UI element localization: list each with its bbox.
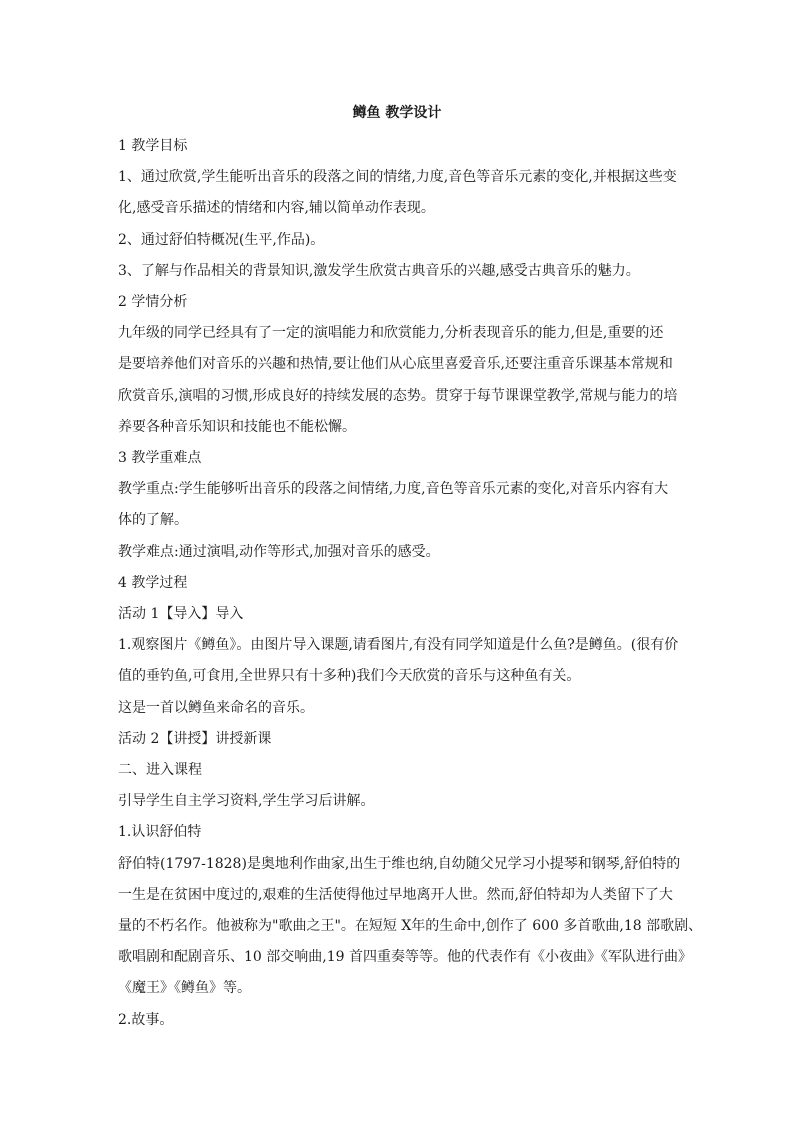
paragraph-line: 2、通过舒伯特概况(生平,作品)。 xyxy=(118,231,325,248)
paragraph-line: 化,感受音乐描述的情绪和内容,辅以简单动作表现。 xyxy=(118,200,435,217)
paragraph-line: 引导学生自主学习资料,学生学习后讲解。 xyxy=(118,793,375,810)
paragraph-line: 舒伯特(1797-1828)是奥地利作曲家,出生于维也纳,自幼随父兄学习小提琴和钢琴,舒伯特的 xyxy=(118,855,681,872)
section-heading: 3 教学重难点 xyxy=(118,450,202,467)
paragraph-line: 教学难点:通过演唱,动作等形式,加强对音乐的感受。 xyxy=(118,543,440,560)
paragraph-line: 是要培养他们对音乐的兴趣和热情,要让他们从心底里喜爱音乐,还要注重音乐课基本常规和 xyxy=(118,356,673,373)
document-body xyxy=(118,131,703,1036)
paragraph-line: 教学重点:学生能够听出音乐的段落之间情绪,力度,音色等音乐元素的变化,对音乐内容有大 xyxy=(118,481,669,498)
section-heading: 1 教学目标 xyxy=(118,138,188,154)
paragraph-line: 歌唱剧和配剧音乐、10 部交响曲,19 首四重奏等等。他的代表作有《小夜曲》《军队进行曲》 xyxy=(118,949,692,966)
paragraph-line: 这是一首以鳟鱼来命名的音乐。 xyxy=(118,699,314,716)
section-heading: 4 教学过程 xyxy=(118,574,188,591)
subsection-heading: 二、进入课程 xyxy=(118,762,202,779)
paragraph-line: 3、了解与作品相关的背景知识,激发学生欣赏古典音乐的兴趣,感受古典音乐的魅力。 xyxy=(118,262,640,279)
paragraph-line: 一生是在贫困中度过的,艰难的生活使得他过早地离开人世。然而,舒伯特却为人类留下了大 xyxy=(118,886,673,903)
document-title: 鳟鱼 教学设计 xyxy=(352,105,442,121)
section-heading: 2 学情分析 xyxy=(118,294,188,311)
paragraph-line: 欣赏音乐,演唱的习惯,形成良好的持续发展的态势。贯穿于每节课课堂教学,常规与能力的培 xyxy=(118,387,678,404)
paragraph-line: 1.观察图片《鳟鱼》。由图片导入课题,请看图片,有没有同学知道是什么鱼?是鳟鱼。(很有价 xyxy=(118,637,679,654)
paragraph-line: 《魔王》《鳟鱼》等。 xyxy=(118,980,251,997)
paragraph-line: 养要各种音乐知识和技能也不能松懈。 xyxy=(118,418,356,435)
subsection-heading: 2.故事。 xyxy=(118,1011,174,1028)
paragraph-line: 值的垂钓鱼,可食用,全世界只有十多种)我们今天欣赏的音乐与这种鱼有关。 xyxy=(118,668,581,685)
paragraph-line: 体的了解。 xyxy=(118,512,188,529)
activity-heading: 活动 2【讲授】讲授新课 xyxy=(118,730,272,747)
subsection-heading: 1.认识舒伯特 xyxy=(118,824,202,841)
activity-heading: 活动 1【导入】导入 xyxy=(118,606,244,623)
paragraph-line: 九年级的同学已经具有了一定的演唱能力和欣赏能力,分析表现音乐的能力,但是,重要的还 xyxy=(118,325,664,342)
paragraph-line: 量的不朽名作。他被称为"歌曲之王"。在短短 X年的生命中,创作了 600 多首歌曲,18 部歌剧、 xyxy=(118,918,703,935)
paragraph-line: 1、通过欣赏,学生能听出音乐的段落之间的情绪,力度,音色等音乐元素的变化,并根据这些变 xyxy=(118,169,677,186)
